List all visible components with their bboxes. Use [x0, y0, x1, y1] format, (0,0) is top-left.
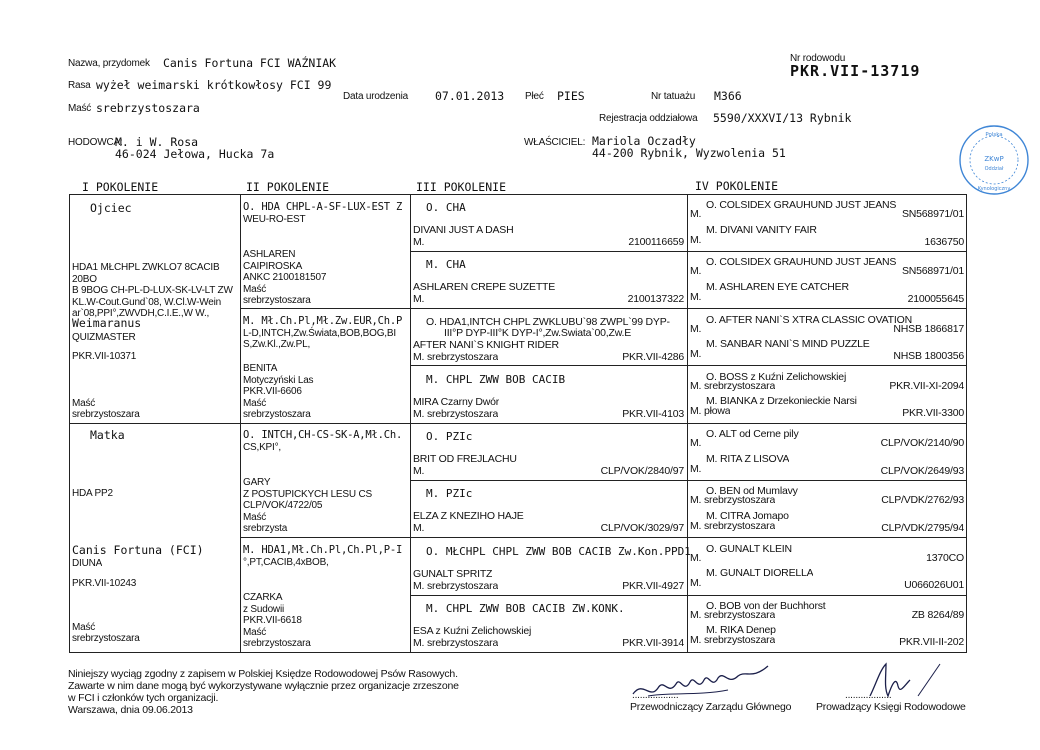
gen2-name-line: ANKC 2100181507 — [243, 272, 327, 283]
gen2-name-line: Z POSTUPICKYCH LESU CS — [243, 488, 372, 500]
gen4-name: M. CITRA Jomapo — [706, 511, 789, 522]
svg-text:Polska: Polska — [985, 132, 1003, 138]
sire-title-line: B 9BOG CH-PL-D-LUX-SK-LV-LT ZW — [72, 285, 233, 296]
gen4-maść: M. srebrzystoszara — [690, 381, 776, 392]
gen4-name: M. SANBAR NANI`S MIND PUZZLE — [706, 339, 870, 350]
gen2-color-label: Maść — [243, 626, 267, 638]
sire-kennel: QUIZMASTER — [72, 332, 136, 343]
gen4-reg: SN568971/01 — [901, 209, 964, 220]
gen4-maść: M. srebrzystoszara — [690, 610, 776, 621]
birth-label: Data urodzenia — [343, 91, 409, 102]
gen3-title: M. CHA — [426, 259, 466, 271]
footer-line-3: w FCI i członków tych organizacji. — [68, 692, 219, 704]
dam-color: srebrzystoszara — [72, 633, 140, 644]
gen4-maść: M. — [690, 209, 702, 220]
gen3-prefix: M. srebrzystoszara — [413, 409, 499, 420]
gen2-sire2-name — [243, 477, 409, 535]
gen3-name: ASHLAREN CREPE SUZETTE — [413, 282, 556, 293]
gen4-maść: M. srebrzystoszara — [690, 495, 776, 506]
reg-value: 5590/XXXVI/13 Rybnik — [713, 111, 852, 125]
sire-label: Ojciec — [90, 203, 132, 215]
footer-line-1: Niniejszy wyciąg zgodny z zapisem w Polskiej Księdze Rodowodowej Psów Rasowych. — [68, 668, 458, 680]
gen4-reg: PKR.VII-XI-2094 — [889, 381, 964, 392]
gen2-sire-cell — [243, 202, 409, 225]
gen2-color: srebrzystoszara — [243, 638, 311, 649]
gen4-reg: CLP/VDK/2762/93 — [881, 495, 964, 506]
gen4-maść: M. — [690, 266, 702, 277]
gen2-color: srebrzystoszara — [243, 295, 311, 306]
gen2-title-line: WEU-RO-EST — [243, 213, 306, 225]
gen3-prefix: M. — [413, 466, 425, 477]
gen3-name: AFTER NANI`S KNIGHT RIDER — [413, 340, 559, 351]
gen3-prefix: M. srebrzystoszara — [413, 352, 499, 363]
gen3-reg: PKR.VII-4927 — [622, 581, 684, 592]
gen4-name: O. BOB von der Buchhorst — [706, 601, 826, 612]
svg-text:Kynologiczny: Kynologiczny — [977, 186, 1011, 192]
gen3-reg: 2100116659 — [628, 237, 684, 248]
gen4-maść: M. płowa — [690, 406, 731, 417]
gen3-title: M. PZIc — [426, 488, 473, 500]
gen4-maść: M. — [690, 324, 702, 335]
gen2-title-line: °,PT,CACIB,4xBOB, — [243, 556, 329, 568]
gen3-reg: 2100137322 — [627, 294, 684, 305]
gen2-title-line: O. HDA CHPL-A-SF-LUX-EST Z — [243, 202, 403, 213]
gen3-prefix: M. — [413, 294, 425, 305]
gen3-name: DIVANI JUST A DASH — [413, 225, 514, 236]
gen2-title-line: S,Zw.Kl.,Zw.PL, — [243, 339, 311, 350]
gen-header-2: II POKOLENIE — [246, 180, 330, 194]
footer-line-2: Zawarte w nim dane mogą być wykorzystywane wyłącznie przez organizacje zrzeszone — [68, 680, 459, 692]
sex-value: PIES — [557, 89, 585, 103]
gen4-name: O. BEN od Mumlavy — [706, 486, 798, 497]
owner-label: WŁAŚCICIEL: — [524, 137, 586, 148]
gen4-reg: SN568971/01 — [901, 266, 964, 277]
footer-date: Warszawa, dnia 09.06.2013 — [68, 704, 193, 716]
name-value: Canis Fortuna FCI WAŹNIAK — [163, 56, 337, 70]
gen2-title-line: O. INTCH,CH-CS-SK-A,Mł.Ch. — [243, 430, 403, 441]
gen4-name: O. GUNALT KLEIN — [706, 544, 792, 555]
sire-title-line: ar`08,PPI°,ZWVDH,C.I.E.,W W., — [72, 308, 210, 319]
gen3-reg: PKR.VII-3914 — [622, 638, 684, 649]
dam-label: Matka — [90, 430, 125, 442]
gen4-maść: M. srebrzystoszara — [690, 521, 776, 532]
sex-label: Płeć — [525, 91, 544, 102]
gen2-name-line: CAIPIROSKA — [243, 260, 303, 272]
gen2-title-line: CS,KPI°, — [243, 441, 281, 453]
reg-label: Rejestracja oddziałowa — [599, 113, 698, 124]
gen2-name-line: CLP/VOK/4722/05 — [243, 500, 323, 511]
gen4-reg: PKR.VII-3300 — [902, 408, 964, 419]
gen3-prefix: M. srebrzystoszara — [413, 581, 499, 592]
sign1-dots: .................. — [632, 690, 679, 701]
gen4-maść: M. — [690, 553, 702, 564]
gen4-reg: U066026U01 — [904, 580, 964, 591]
gen2-name-line: z Sudowii — [243, 603, 284, 615]
gen3-prefix: M. srebrzystoszara — [413, 638, 499, 649]
sire-color: srebrzystoszara — [72, 409, 140, 420]
breeder-address: 46-024 Jełowa, Hucka 7a — [115, 147, 275, 161]
dam-name: Canis Fortuna (FCI) — [72, 545, 204, 557]
gen2-title-line: M. Mł.Ch.Pl,Mł.Zw.EUR,Ch.P — [243, 316, 403, 327]
gen4-name: M. DIVANI VANITY FAIR — [706, 225, 817, 236]
sire-title-line: KL.W-Cout.Gund`08, W.Cl.W-Wein — [72, 296, 222, 308]
gen3-reg: PKR.VII-4103 — [622, 409, 684, 420]
gen4-maść: M. — [690, 464, 702, 475]
gen4-maść: M. — [690, 438, 702, 449]
gen4-reg: CLP/VOK/2649/93 — [880, 466, 964, 477]
gen3-title: O. MŁCHPL CHPL ZWW BOB CACIB Zw.Kon.PPD1 — [426, 546, 691, 558]
breed-label: Rasa — [68, 80, 91, 91]
gen4-reg: CLP/VDK/2795/94 — [881, 523, 964, 534]
gen4-name: O. AFTER NANI`S XTRA CLASSIC OVATION — [706, 315, 912, 326]
gen2-name-line: PKR.VII-6618 — [243, 615, 302, 626]
gen4-reg: ZB 8264/89 — [911, 610, 964, 621]
gen2-color-label: Maść — [243, 511, 267, 523]
sire-titles — [72, 262, 240, 320]
gen2-color: srebrzysta — [243, 523, 288, 534]
gen3-title: M. CHPL ZWW BOB CACIB ZW.KONK. — [426, 603, 625, 615]
gen2-name-line: PKR.VII-6606 — [243, 386, 302, 397]
gen2-color-label: Maść — [243, 283, 267, 295]
gen4-maść: M. srebrzystoszara — [690, 635, 776, 646]
breed-value: wyżeł weimarski krótkowłosy FCI 99 — [96, 78, 332, 92]
gen4-name: O. COLSIDEX GRAUHUND JUST JEANS — [706, 200, 897, 211]
gen4-reg: NHSB 1800356 — [893, 351, 964, 362]
gen3-name: MIRA Czarny Dwór — [413, 397, 500, 408]
gen2-dam2-name — [243, 592, 409, 650]
gen3-title: O. HDA1,INTCH CHPL ZWKLUBU`98 ZWPL`99 DYP- — [426, 317, 670, 328]
sire-title-line: HDA1 MŁCHPL ZWKLO7 8CACIB 20BO — [72, 262, 220, 285]
dam-kennel: DIUNA — [72, 558, 103, 569]
gen4-maść: M. — [690, 578, 702, 589]
gen4-maść: M. — [690, 235, 702, 246]
gen2-dam-cell — [243, 316, 409, 351]
gen2-name-line: BENITA — [243, 363, 278, 374]
gen3-name: BRIT OD FREJLACHU — [413, 454, 517, 465]
gen3-reg: PKR.VII-4286 — [622, 352, 684, 363]
tattoo-label: Nr tatuażu — [651, 91, 696, 102]
gen2-color: srebrzystoszara — [243, 409, 311, 420]
gen3-reg: CLP/VOK/3029/97 — [600, 523, 684, 534]
gen4-name: O. ALT od Cerne pily — [706, 429, 799, 440]
name-label: Nazwa, przydomek — [68, 58, 150, 69]
gen3-title-2: III°P DYP-III°K DYP-I°,Zw.Świata`00,Zw.E — [444, 328, 632, 339]
gen4-name: O. COLSIDEX GRAUHUND JUST JEANS — [706, 257, 897, 268]
gen2-name-line: CZARKA — [243, 592, 283, 603]
owner-address: 44-200 Rybnik, Wyzwolenia 51 — [592, 146, 786, 160]
gen4-reg: NHSB 1866817 — [893, 324, 964, 335]
dam-color-label: Maść — [72, 622, 96, 633]
gen2-sire2-cell — [243, 430, 409, 453]
pedigree-no: PKR.VII-13719 — [790, 62, 921, 80]
gen4-name: O. BOSS z Kuźni Żelichowskiej — [706, 372, 847, 383]
sign2-dots: .................. — [845, 690, 892, 701]
gen4-reg: 1636750 — [924, 237, 964, 248]
gen2-sire-name — [243, 249, 409, 307]
svg-text:Oddział: Oddział — [984, 166, 1004, 172]
gen3-name: ELZA Z KNEZIHO HAJE — [413, 511, 524, 522]
breeder-name: M. i W. Rosa — [115, 135, 199, 149]
pedigree-no-label: Nr rodowodu — [790, 53, 846, 64]
gen3-name: GUNALT SPRITZ — [413, 569, 493, 580]
gen-header-4: IV POKOLENIE — [695, 179, 779, 193]
gen3-prefix: M. — [413, 237, 425, 248]
gen4-name: M. RIKA Denep — [706, 625, 776, 636]
gen4-reg: 2100055645 — [907, 294, 964, 305]
color-label: Maść — [68, 103, 92, 114]
gen3-title: O. CHA — [426, 202, 466, 214]
gen2-dam-name — [243, 363, 409, 421]
sire-reg: PKR.VII-10371 — [72, 351, 137, 362]
gen4-name: M. ASHLAREN EYE CATCHER — [706, 282, 849, 293]
gen4-name: M. RITA Z LISOVA — [706, 454, 790, 465]
gen-header-1: I POKOLENIE — [82, 180, 159, 194]
gen2-name-line: Motyczyński Las — [243, 374, 314, 386]
gen2-color-label: Maść — [243, 397, 267, 409]
tattoo-value: M366 — [714, 89, 742, 103]
gen2-dam2-cell — [243, 545, 409, 568]
gen4-reg: PKR.VII-II-202 — [899, 637, 964, 648]
gen2-title-line: M. HDA1,Mł.Ch.Pl,Ch.Pl,P-I — [243, 545, 403, 556]
gen4-reg: 1370CO — [926, 553, 964, 564]
dam-titles: HDA PP2 — [72, 488, 113, 499]
dam-reg: PKR.VII-10243 — [72, 578, 137, 589]
color-value: srebrzystoszara — [96, 101, 200, 115]
gen3-prefix: M. — [413, 523, 425, 534]
sign1-label: Przewodniczący Zarządu Głównego — [630, 701, 792, 713]
gen3-name: ESA z Kuźni Żelichowskiej — [413, 626, 532, 637]
gen3-title: O. PZIc — [426, 431, 473, 443]
gen4-name: M. BIANKA z Drzekonieckie Narsi — [706, 396, 857, 407]
gen4-reg: CLP/VOK/2140/90 — [880, 438, 964, 449]
sign2-label: Prowadzący Księgi Rodowodowe — [816, 701, 966, 713]
gen4-maść: M. — [690, 349, 702, 360]
breeder-label: HODOWCA: — [68, 137, 123, 148]
gen2-name-line: ASHLAREN — [243, 249, 296, 260]
gen3-reg: CLP/VOK/2840/97 — [600, 466, 684, 477]
gen2-name-line: GARY — [243, 477, 271, 488]
gen2-title-line: L-D,INTCH,Zw.Świata,BOB,BOG,BI — [243, 327, 396, 339]
stamp-seal-icon — [958, 124, 1030, 196]
svg-text:ZKwP: ZKwP — [984, 155, 1004, 163]
sire-color-label: Maść — [72, 398, 96, 409]
birth-value: 07.01.2013 — [435, 89, 505, 103]
gen4-maść: M. — [690, 292, 702, 303]
gen4-name: M. GUNALT DIORELLA — [706, 568, 814, 579]
gen-header-3: III POKOLENIE — [416, 180, 507, 194]
sire-name: Weimaranus — [72, 318, 142, 330]
gen3-title: M. CHPL ZWW BOB CACIB — [426, 374, 566, 386]
owner-name: Mariola Oczadły — [592, 134, 696, 148]
